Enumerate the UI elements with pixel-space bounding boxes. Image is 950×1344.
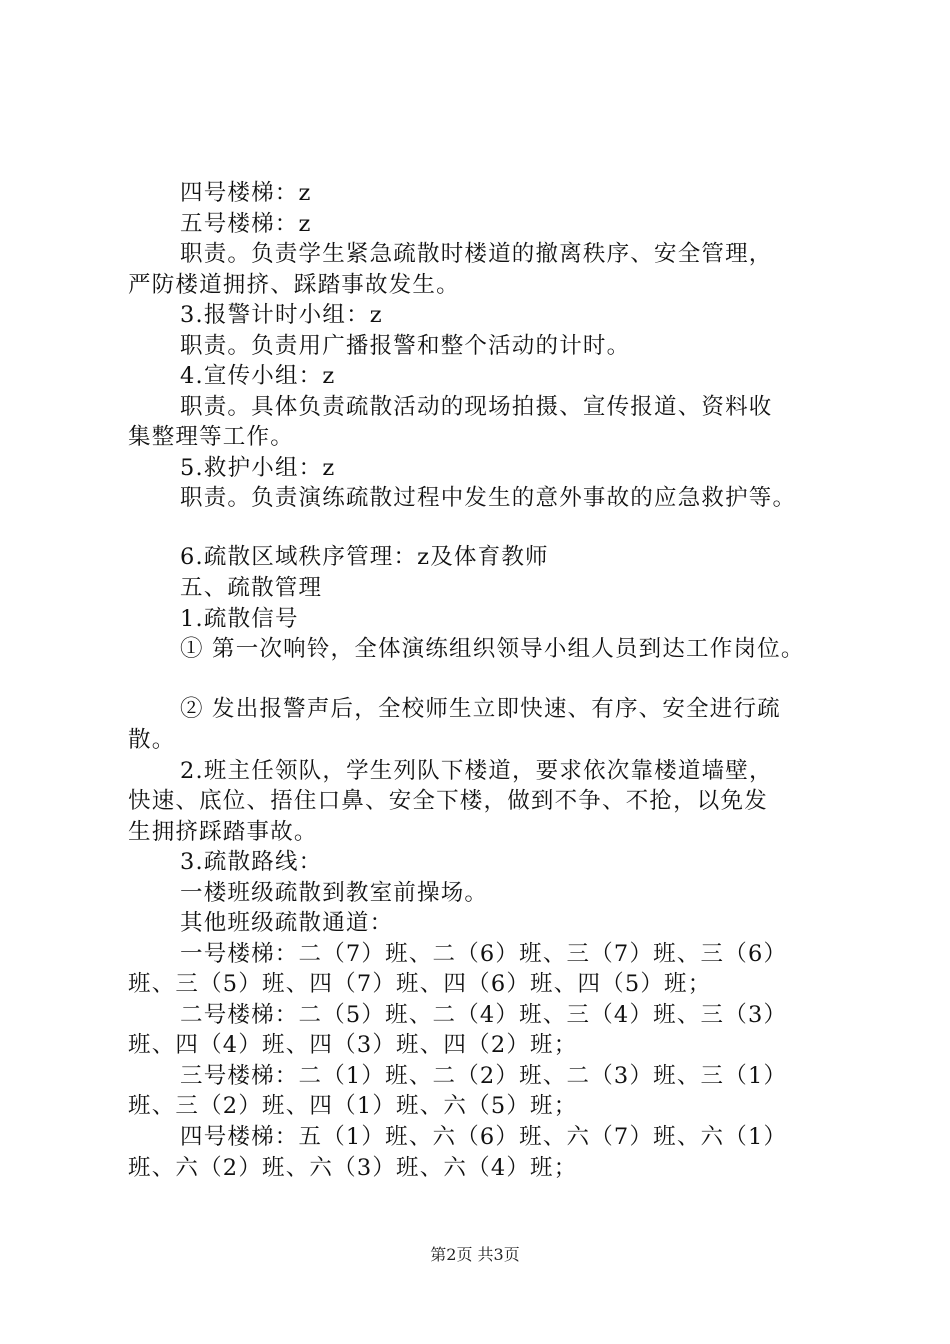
text-line: 其他班级疏散通道： bbox=[180, 910, 394, 936]
text-line: 四号楼梯：z bbox=[180, 180, 312, 206]
text-line: 严防楼道拥挤、踩踏事故发生。 bbox=[128, 272, 460, 298]
text-line: 职责。负责用广播报警和整个活动的计时。 bbox=[180, 333, 631, 359]
section-heading: 五、疏散管理 bbox=[180, 575, 323, 601]
text-line: 2.班主任领队，学生列队下楼道，要求依次靠楼道墙壁， bbox=[180, 758, 773, 784]
text-line: 集整理等工作。 bbox=[128, 424, 294, 450]
text-line: 职责。负责学生紧急疏散时楼道的撤离秩序、安全管理， bbox=[180, 241, 773, 267]
text-line: ② 发出报警声后，全校师生立即快速、有序、安全进行疏 bbox=[180, 696, 781, 722]
text-line: 快速、底位、捂住口鼻、安全下楼，做到不争、不抢，以免发 bbox=[128, 788, 768, 814]
text-line: 班、四（4）班、四（3）班、四（2）班； bbox=[128, 1032, 578, 1058]
text-line: 3.疏散路线： bbox=[180, 849, 323, 875]
text-line: 职责。负责演练疏散过程中发生的意外事故的应急救护等。 bbox=[180, 485, 797, 511]
text-line: 3.报警计时小组：z bbox=[180, 302, 383, 328]
text-line: 5.救护小组：z bbox=[180, 455, 336, 481]
text-line: 班、六（2）班、六（3）班、六（4）班； bbox=[128, 1155, 578, 1181]
text-line: 一楼班级疏散到教室前操场。 bbox=[180, 880, 489, 906]
text-line: 二号楼梯：二（5）班、二（4）班、三（4）班、三（3） bbox=[180, 1002, 788, 1028]
text-line: 散。 bbox=[128, 727, 176, 753]
text-line: 4.宣传小组：z bbox=[180, 363, 336, 389]
text-line: 班、三（2）班、四（1）班、六（5）班； bbox=[128, 1093, 578, 1119]
text-line: 6.疏散区域秩序管理：z及体育教师 bbox=[180, 544, 549, 570]
text-line: 班、三（5）班、四（7）班、四（6）班、四（5）班； bbox=[128, 971, 712, 997]
text-line: 五号楼梯：z bbox=[180, 211, 312, 237]
text-line: 职责。具体负责疏散活动的现场拍摄、宣传报道、资料收 bbox=[180, 394, 773, 420]
text-line: ① 第一次响铃，全体演练组织领导小组人员到达工作岗位。 bbox=[180, 636, 805, 662]
text-line: 三号楼梯：二（1）班、二（2）班、二（3）班、三（1） bbox=[180, 1063, 788, 1089]
page-number: 第2页 共3页 bbox=[430, 1245, 520, 1264]
text-line: 生拥挤踩踏事故。 bbox=[128, 819, 318, 845]
text-line: 1.疏散信号 bbox=[180, 606, 299, 632]
text-line: 一号楼梯：二（7）班、二（6）班、三（7）班、三（6） bbox=[180, 941, 788, 967]
text-line: 四号楼梯：五（1）班、六（6）班、六（7）班、六（1） bbox=[180, 1124, 788, 1150]
